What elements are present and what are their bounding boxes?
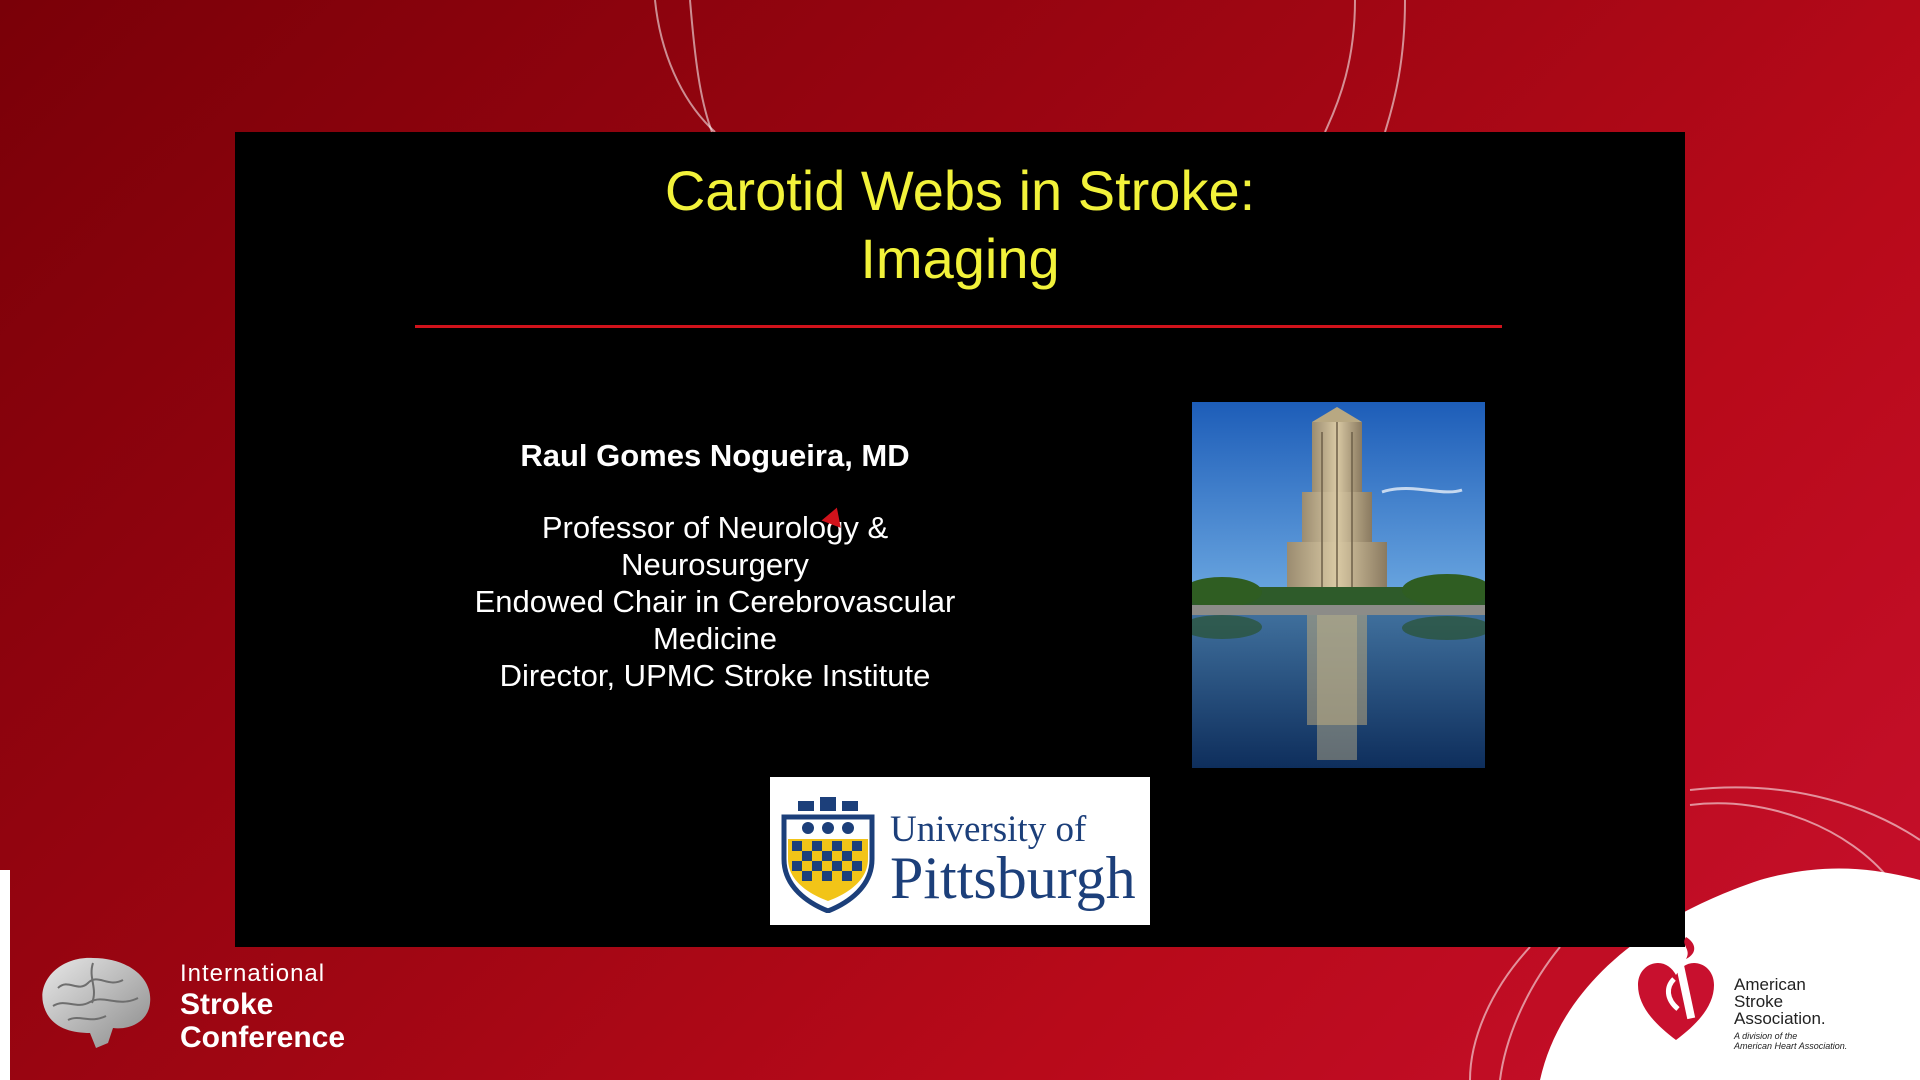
brain-icon — [28, 948, 158, 1058]
pitt-logo-line-1: University of — [890, 809, 1087, 850]
speaker-info — [445, 437, 985, 694]
pitt-logo-line-2: Pittsburgh — [890, 845, 1136, 911]
pitt-shield-icon — [778, 797, 878, 913]
american-stroke-association-logo — [1636, 935, 1906, 1060]
title-divider — [415, 325, 1502, 328]
isc-line-conference: Conference — [180, 1021, 346, 1054]
slide-title-line-2: Imaging — [860, 227, 1060, 290]
cathedral-of-learning-photo — [1192, 402, 1485, 768]
asa-line-stroke: Stroke — [1734, 992, 1784, 1011]
speaker-role-2: Endowed Chair in Cerebrovascular Medicine — [474, 584, 956, 656]
speaker-role-1: Professor of Neurology & Neurosurgery — [541, 510, 889, 582]
university-of-pittsburgh-logo — [770, 777, 1150, 925]
slide-title-line-1: Carotid Webs in Stroke: — [664, 159, 1256, 222]
asa-subline-2: American Heart Association. — [1734, 1041, 1848, 1051]
slide-title — [235, 157, 1685, 293]
presentation-slide — [235, 132, 1685, 947]
asa-subline-1: A division of the — [1734, 1031, 1798, 1041]
speaker-role-3: Director, UPMC Stroke Institute — [499, 658, 931, 693]
isc-line-international: International — [180, 960, 326, 987]
asa-line-american: American — [1734, 975, 1806, 994]
speaker-name: Raul Gomes Nogueira, MD — [520, 438, 910, 473]
heart-torch-icon — [1636, 935, 1716, 1047]
isc-line-stroke: Stroke — [180, 988, 274, 1021]
asa-line-association: Association. — [1734, 1009, 1826, 1028]
